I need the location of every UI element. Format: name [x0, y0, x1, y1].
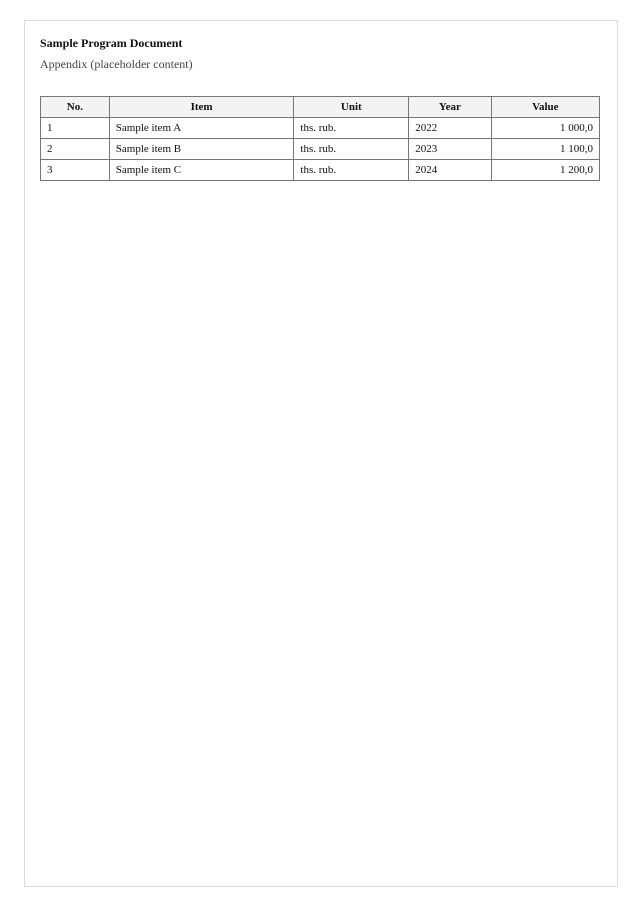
table-cell: 1 000,0 [491, 118, 599, 139]
table-cell: Sample item B [109, 139, 294, 160]
document-subtitle: Appendix (placeholder content) [40, 57, 193, 71]
document-title: Sample Program Document [40, 36, 183, 50]
table-cell: Sample item A [109, 118, 294, 139]
table-cell: 2 [41, 139, 110, 160]
table-cell: 1 200,0 [491, 160, 599, 181]
table-cell: ths. rub. [294, 118, 409, 139]
table-cell: ths. rub. [294, 139, 409, 160]
document-header [40, 36, 600, 72]
table-cell: 1 100,0 [491, 139, 599, 160]
table-cell: 2022 [409, 118, 491, 139]
column-header: No. [41, 97, 110, 118]
table-cell: 1 [41, 118, 110, 139]
column-header: Value [491, 97, 599, 118]
table-row [41, 160, 600, 181]
table-row [41, 118, 600, 139]
table-cell: ths. rub. [294, 160, 409, 181]
table-header-row [41, 97, 600, 118]
table-cell: Sample item C [109, 160, 294, 181]
table-cell: 2024 [409, 160, 491, 181]
table-row [41, 139, 600, 160]
data-table [40, 96, 600, 181]
column-header: Unit [294, 97, 409, 118]
table-cell: 2023 [409, 139, 491, 160]
column-header: Item [109, 97, 294, 118]
table-cell: 3 [41, 160, 110, 181]
column-header: Year [409, 97, 491, 118]
